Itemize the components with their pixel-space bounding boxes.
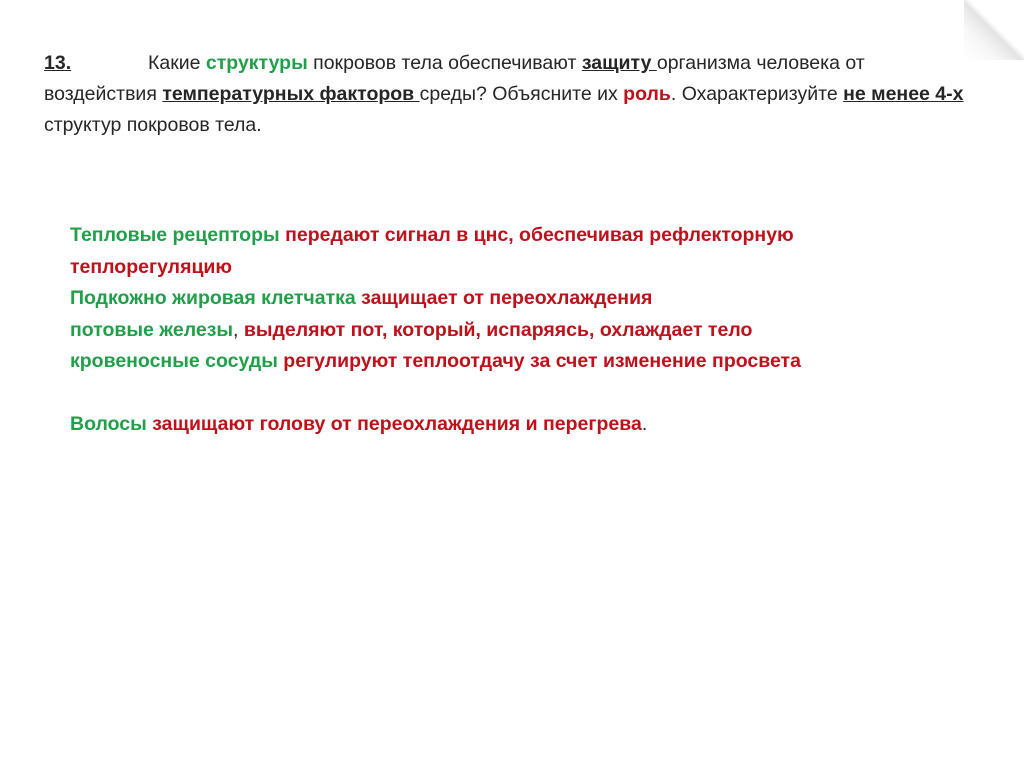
- question-part: . Охарактеризуйте: [670, 83, 844, 105]
- question-part: покровов тела обеспечивают: [307, 52, 582, 74]
- answer-role: передают сигнал в цнс, обеспечивая рефлекторную: [279, 224, 794, 246]
- answer-structure: Волосы: [70, 413, 147, 435]
- question-part: организма человека от воздействия: [44, 52, 865, 105]
- question-part: структур покровов тела.: [44, 114, 262, 136]
- answer-role: теплорегуляцию: [70, 255, 233, 278]
- answer-structure: Тепловые рецепторы: [70, 224, 280, 246]
- answer-punctuation: .: [641, 413, 648, 435]
- answer-role: выделяют пот, который, испаряясь, охлаждает тело: [238, 318, 753, 341]
- question-number: 13.: [44, 52, 72, 74]
- answer-gap: [70, 378, 970, 410]
- answer-punctuation: ,: [233, 318, 239, 341]
- keyword-protection: защиту: [581, 52, 657, 74]
- answer-structure: кровеносные сосуды: [70, 350, 278, 372]
- answer-line-hair: [70, 409, 970, 441]
- answer-line-sweat-glands: [70, 315, 970, 347]
- answer-line-thermoregulation: [70, 252, 970, 284]
- question-part: среды? Объясните их: [419, 83, 624, 105]
- answer-role: защищают голову от переохлаждения и перегрева: [146, 413, 642, 435]
- question-text: [44, 48, 974, 141]
- answer-line-blood-vessels: [70, 346, 970, 378]
- answer-line-subcutaneous-fat: [70, 283, 970, 315]
- keyword-structures: структуры: [205, 52, 308, 74]
- answer-role: защищает от переохлаждения: [355, 287, 653, 309]
- question-part: Какие: [148, 52, 206, 74]
- answer-structure: потовые железы: [70, 318, 234, 341]
- answer-structure: Подкожно жировая клетчатка: [70, 287, 356, 309]
- keyword-temperature-factors: температурных факторов: [162, 83, 420, 105]
- keyword-role: роль: [623, 83, 671, 105]
- keyword-at-least-four: не менее 4-х: [843, 83, 964, 105]
- answer-block: [70, 220, 970, 441]
- answer-line-heat-receptors: [70, 220, 970, 252]
- answer-role: регулируют теплоотдачу за счет изменение просвета: [277, 350, 801, 372]
